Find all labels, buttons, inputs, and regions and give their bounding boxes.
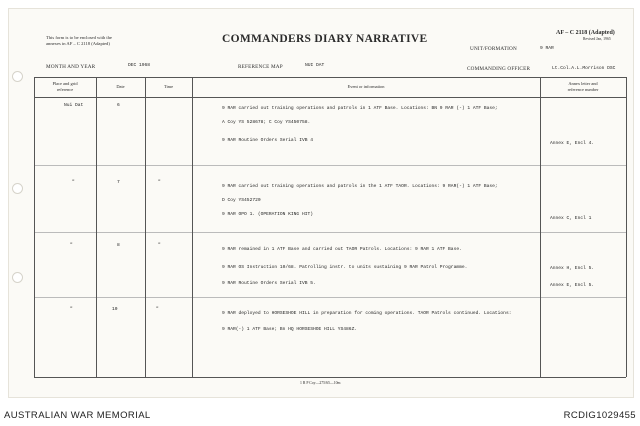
column-rule [145,77,146,377]
month-label: MONTH AND YEAR [46,64,96,70]
month-value: DEC 1968 [128,63,151,68]
row-separator [34,165,626,166]
entry-event-line: 9 RAR OPO 1. (OPERATION KING HIT) [222,212,313,217]
column-header-event: Event or information [347,84,385,89]
entry-place: " [72,180,75,185]
entry-place: Nui Dat [64,103,84,108]
entry-date: 7 [117,180,120,185]
entry-time: " [158,180,161,185]
column-header-place: Place and grid reference [52,81,78,92]
entry-annex: Annex C, Encl 1 [550,216,592,221]
entry-event-line: D Coy YS452720 [222,198,261,203]
entry-time: " [156,307,159,312]
entry-place: " [70,307,73,312]
column-rule [34,77,35,377]
entry-annex: Annex H, Encl 5. [550,266,595,271]
entry-event-line: 9 RAR deployed to HORSESHOE HILL in preparation for coming operations. TAOR Patrols continued. Locations: [222,311,512,316]
punch-hole [12,272,23,283]
entry-date: 10 [112,307,118,312]
refmap-value: NUI DAT [305,63,325,68]
entry-annex: Annex E, Encl 4. [550,141,595,146]
punch-hole [12,183,23,194]
entry-place: " [70,243,73,248]
punch-hole [12,71,23,82]
entry-event-line: A Coy YS 528678; C Coy YS450758. [222,120,311,125]
entry-annex: Annex E, Encl 5. [550,283,595,288]
entry-event-line: 9 RAR Routine Orders Serial IVB 5. [222,281,316,286]
entry-event-line: 9 RAR(-) 1 ATF Base; Bn HQ HORSESHOE HILL YS486Z. [222,327,358,332]
form-code: AF – C 2118 (Adapted) [556,30,615,36]
column-rule [96,77,97,377]
archive-credit: AUSTRALIAN WAR MEMORIAL [4,410,151,421]
entry-event-line: 9 RAR remained in 1 ATF Base and carried out TAOR Patrols. Locations: 9 RAR 1 ATF Base. [222,247,462,252]
entry-date: 8 [117,243,120,248]
table-bottom-rule [34,377,626,378]
co-value: Lt.Col.A.L.Morrison DSC [552,66,616,71]
entry-event-line: 9 RAR Routine Orders Serial IVB 4 [222,138,313,143]
form-instruction-line1: This form is to be enclosed with the [46,35,112,40]
entry-event-line: 9 RAR carried out training operations and patrols in the 1 ATF TAOR. Locations: 9 RAR(-) 1 ATF Base; [222,184,498,189]
co-label: COMMANDING OFFICER [467,66,531,72]
column-header-time: Time [163,84,174,89]
unit-value: 9 RAR [540,46,554,51]
column-header-date: Date [116,84,125,89]
column-header-annex: Annex letter and reference number [567,81,599,92]
printer-imprint: 1 R P Coy—275/65—10m [300,381,341,385]
refmap-label: REFERENCE MAP [238,64,283,70]
entry-time: " [158,243,161,248]
row-separator [34,297,626,298]
form-revised: Revised Jan, 1965 [583,37,611,41]
entry-event-line: 9 RAR OS Instruction 10/68. Patrolling instr. to units sustaining 9 RAR Patrol Programme. [222,265,468,270]
entry-date: 6 [117,103,120,108]
page-title: COMMANDERS DIARY NARRATIVE [222,33,428,45]
column-header-rule [34,97,626,98]
entry-event-line: 9 RAR carried out training operations and patrols in 1 ATF Base. Locations: BN 9 RAR (-) 1 ATF Base; [222,106,498,111]
column-rule [192,77,193,377]
form-instruction-line2: annexes in AF – C 2118 (Adapted) [46,41,110,46]
column-rule [540,77,541,377]
archive-reference: RCDIG1029455 [563,410,636,421]
table-top-rule [34,77,626,78]
unit-label: UNIT/FORMATION [470,46,517,52]
column-rule [626,77,627,377]
row-separator [34,232,626,233]
